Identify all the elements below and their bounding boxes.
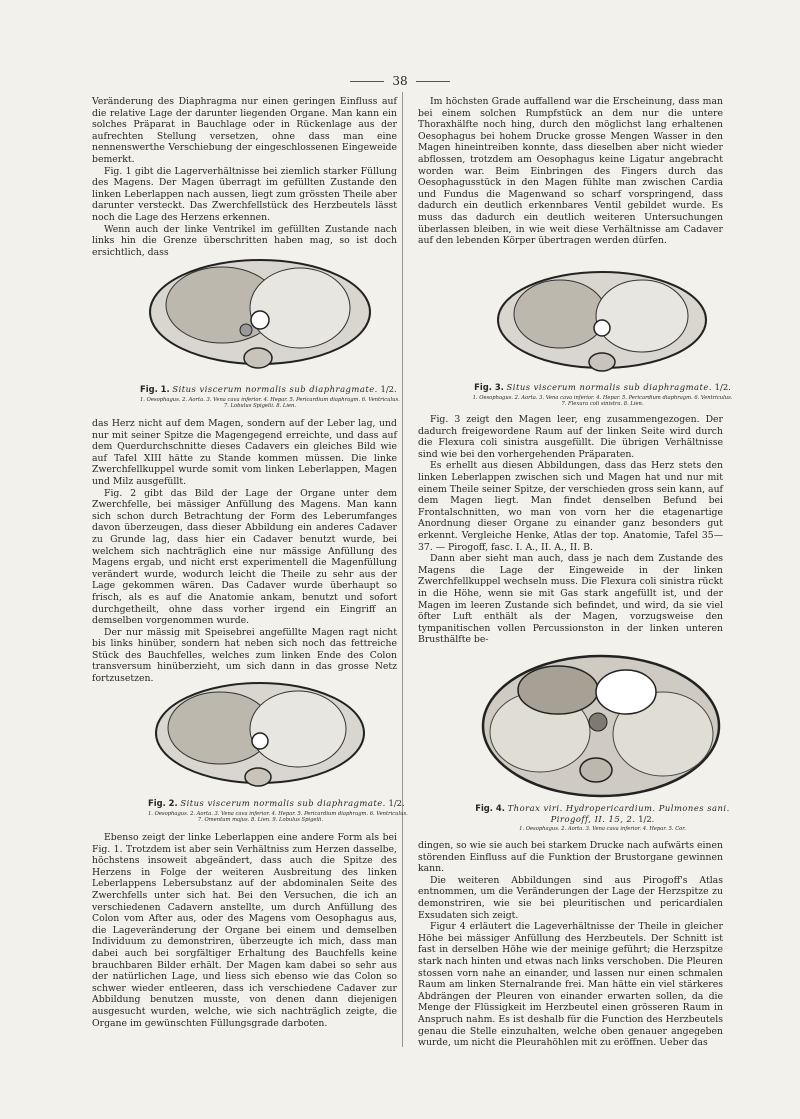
figure-4-subtitle: Pirogoff, II. 15, 2. bbox=[550, 814, 636, 824]
paragraph: Dann aber sieht man auch, dass je nach dem Zustande des Magens die Lage der Eingeweide in der linken Zwerchfellkuppel wechseln muss. Die Flexura coli sinistra rückt in die Höhe, wenn sie mit Gas stark angefüllt ist, und der Magen im leeren Zustande sich befindet, und wird, da sie viel öfter Luft enthält als der Magen, vorzugsweise den tympanitischen vollen Percussionston in der linken unteren Brusthälfte be- bbox=[418, 553, 723, 646]
figure-2-caption bbox=[148, 798, 405, 808]
column-divider bbox=[402, 92, 403, 1047]
right-column-top bbox=[418, 96, 723, 247]
paragraph: Veränderung des Diaphragma nur einen geringen Einfluss auf die relative Lage der darunter liegenden Organe. Man kann ein solches Präparat in Bauchlage oder in Rückenlage aus der aufrechten Stellung versetzen, ohne dass man eine nennenswerthe Verschiebung der eingeschlossenen Eingeweide bemerkt. bbox=[92, 96, 397, 165]
paragraph: das Herz nicht auf dem Magen, sondern auf der Leber lag, und nur mit seiner Spitze die Magengegend erreichte, und dass auf dem Querdurchschnitte dieses Cadavers ein gleiches Bild wie auf Tafel XIII hätte zu Stande kommen müssen. Die linke Zwerchfellkuppel wurde somit vom linken Leberlappen, Magen und Milz ausgefüllt. bbox=[92, 418, 397, 487]
legend-line: 1. Oesophagus. 2. Aorta. 3. Vena cava inferior. 4. Hepar. 5. Cor. bbox=[519, 826, 686, 832]
figure-3-scale: 1/2. bbox=[714, 382, 731, 392]
figure-1-legend bbox=[140, 397, 400, 410]
paragraph: Fig. 3 zeigt den Magen leer, eng zusammengezogen. Der dadurch freigewordene Raum auf der linken Seite wird durch die Flexura coli sinistra ausgefüllt. Die übrigen Verhältnisse sind wie bei den vorhergehenden Präparaten. bbox=[418, 414, 723, 460]
legend-line: 7. Flexura coli sinistra. 8. Lien. bbox=[561, 401, 644, 408]
figure-4-title: Thorax viri. Hydropericardium. Pulmones sani. bbox=[507, 803, 730, 813]
paragraph: Fig. 1 gibt die Lagerverhältnisse bei ziemlich starker Füllung des Magens. Der Magen überragt im gefüllten Zustande den linken Leberlappen nach aussen, liegt zum grössten Theile aber darunter versteckt. Das Zwerchfellstück des Herzbeutels lässt noch die Lage des Herzens erkennen. bbox=[92, 165, 397, 223]
figure-1-image bbox=[140, 250, 380, 380]
figure-3-legend bbox=[450, 395, 755, 408]
figure-4-caption bbox=[450, 803, 755, 813]
page-number: 38 bbox=[0, 74, 800, 88]
legend-line: 7. Omentum majus. 8. Lien. 9. Lobulus Spigelii. bbox=[197, 817, 324, 824]
paragraph: Die weiteren Abbildungen sind aus Pirogoff's Atlas entnommen, um die Veränderungen der Lage der Herzspitze zu demonstriren, wie sie bei pleuritischen und pericardialen Exsudaten sich zeigt. bbox=[418, 874, 723, 921]
figure-2-label: Fig. 2. bbox=[148, 798, 178, 808]
figure-3-caption bbox=[450, 382, 755, 392]
figure-4-label: Fig. 4. bbox=[475, 803, 505, 813]
figure-2-title: Situs viscerum normalis sub diaphragmate. bbox=[180, 798, 386, 808]
figure-1-label: Fig. 1. bbox=[140, 384, 170, 394]
paragraph: Fig. 2 gibt das Bild der Lage der Organe unter dem Zwerchfelle, bei mässiger Anfüllung des Magens. Man kann sich schon durch Betrachtung der Form des Leberumfanges davon überzeugen, dass dieser Abbildung ein anderes Cadaver zu Grunde lag, dass hier ein Cadaver benutzt wurde, bei welchem sich nachträglich eine nur mässige Anfüllung des Magens ergab, und nicht erst experimentell die Magenfüllung verändert wurde, wodurch leicht die Theile zu sehr aus der Lage gekommen wären. Das Cadaver wurde überhaupt so frisch, als es auf die Anatomie ankam, benutzt und sofort durchgetheilt, ohne dass vorher irgend ein Eingriff an demselben vorgenommen wurde. bbox=[92, 487, 397, 627]
paragraph: Wenn auch der linke Ventrikel im gefüllten Zustande nach links hin die Grenze überschritten haben mag, so ist doch ersichtlich, dass bbox=[92, 223, 397, 258]
paragraph: Im höchsten Grade auffallend war die Erscheinung, dass man bei einem solchen Rumpfstück an dem nur die untere Thoraxhälfte noch hing, durch den möglichst lang erhaltenen Oesophagus bei hohem Drucke grosse Mengen Wasser in den Magen hineintreiben konnte, dass dieselben aber nicht wieder abflossen, trotzdem am Oesophagus keine Ligatur angebracht worden war. Beim Einbringen des Fingers durch das Oesophagusstück in den Magen fühlte man zwischen Cardia und Fundus die Magenwand so scharf vorspringend, dass dadurch ein deutlich erkennbares Ventil gebildet wurde. Es muss das dadurch ein deutlich weiteren Untersuchungen überlassen bleiben, in wie weit diese Verhältnisse am Cadaver auf den lebenden Körper übertragen werden dürfen. bbox=[418, 96, 723, 247]
figure-1-caption bbox=[140, 384, 397, 394]
legend-line: 1. Oesophagus. 2. Aorta. 3. Vena cava inferior. 4. Hepar. 5. Pericardium diaphragm. 6. Ventriculus. bbox=[472, 395, 733, 401]
figure-2-legend bbox=[148, 811, 408, 824]
figure-4-scale: 1/2. bbox=[638, 814, 655, 824]
right-column-bottom bbox=[418, 840, 723, 1049]
figure-1-title: Situs viscerum normalis sub diaphragmate. bbox=[172, 384, 378, 394]
figure-3-title: Situs viscerum normalis sub diaphragmate. bbox=[506, 382, 712, 392]
legend-line: 1. Oesophagus. 2. Aorta. 3. Vena cava inferior. 4. Hepar. 5. Pericardium diaphragm. 6. Ventriculus. bbox=[148, 811, 408, 817]
figure-3-image bbox=[490, 262, 715, 380]
figure-3-label: Fig. 3. bbox=[474, 382, 504, 392]
left-column-bottom bbox=[92, 832, 397, 1029]
right-column-middle bbox=[418, 414, 723, 646]
paragraph: Figur 4 erläutert die Lageverhältnisse der Theile in gleicher Höhe bei mässiger Anfüllung des Herzbeutels. Der Schnitt ist fast in derselben Höhe wie der meinige geführt; die Herzspitze stark nach hinten und etwas nach links verschoben. Die Pleuren stossen vorn nahe an einander, und lassen nur einen schmalen Raum am linken Sternalrande frei. Man hätte ein viel stärkeres Abdrängen der Pleuren von einander erwarten sollen, da die Menge der Flüssigkeit im Herzbeutel einen grösseren Raum in Anspruch nahm. Es ist deshalb für die Function des Herzbeutels genau die Stelle einzuhalten, welche oben genauer angegeben wurde, um nicht die Pleurahöhlen mit zu eröffnen. Ueber das bbox=[418, 921, 723, 1049]
figure-4-subcaption bbox=[450, 814, 755, 824]
figure-2-image bbox=[148, 673, 373, 795]
left-column-top bbox=[92, 96, 397, 258]
left-column-middle bbox=[92, 418, 397, 685]
figure-4-image bbox=[478, 652, 724, 800]
legend-line: 7. Lobulus Spigelii. 8. Lien. bbox=[223, 403, 297, 410]
figure-1-scale: 1/2. bbox=[380, 384, 397, 394]
figure-4-legend bbox=[450, 826, 755, 832]
paragraph: Es erhellt aus diesen Abbildungen, dass das Herz stets den linken Leberlappen zwischen sich und Magen hat und nur mit einem Theile seiner Spitze, der verschieden gross sein kann, auf dem Magen liegt. Man findet denselben Befund bei Frontalschnitten, wo man von vorn her die etagenartige Anordnung dieser Organe zu einander ganz besonders gut erkennt. Vergleiche Henke, Atlas der top. Anatomie, Tafel 35—37. — Pirogoff, fasc. I. A., II. A., II. B. bbox=[418, 460, 723, 553]
legend-line: 1. Oesophagus. 2. Aorta. 3. Vena cava inferior. 4. Hepar. 5. Pericardium diaphragm. 6. Ventriculus. bbox=[140, 397, 400, 403]
paragraph: Der nur mässig mit Speisebrei angefüllte Magen ragt nicht bis links hinüber, sondern hat neben sich noch das fettreiche Stück des Bauchfelles, welches zum linken Ende des Colon transversum hinüberzieht, um sich dann in das grosse Netz fortzusetzen. bbox=[92, 626, 397, 685]
paragraph: Ebenso zeigt der linke Leberlappen eine andere Form als bei Fig. 1. Trotzdem ist aber sein Verhältniss zum Herzen dasselbe, höchstens insoweit abgeändert, dass auch die Spitze des Herzens in Folge der weiteren Ausbreitung des linken Leberlappens Lebersubstanz auf der abdominalen Seite des Zwerchfells unter sich hat. Bei den Versuchen, die ich an verschiedenen Cadavern anstellte, um durch Anfüllung des Colon vom After aus, oder des Magens vom Oesophagus aus, die Lageveränderung der Organe bei einem und demselben Individuum zu demonstriren, überzeugte ich mich, dass man dabei auch bei sorgfältiger Erhaltung des Bauchfells keine brauchbaren Bilder erhält. Der Magen kam dabei so sehr aus der natürlichen Lage, und liess sich ebenso wie das Colon so schwer wieder entleeren, dass ich verschiedene Cadaver zur Abbildung benutzen musste, von denen dann diejenigen ausgesucht wurden, welche, wie sich nachträglich zeigte, die Organe im gewünschten Füllungsgrade darboten. bbox=[92, 832, 397, 1029]
figure-2-scale: 1/2. bbox=[388, 798, 405, 808]
paragraph: dingen, so wie sie auch bei starkem Drucke nach aufwärts einen störenden Einfluss auf die Funktion der Brustorgane gewinnen kann. bbox=[418, 840, 723, 875]
